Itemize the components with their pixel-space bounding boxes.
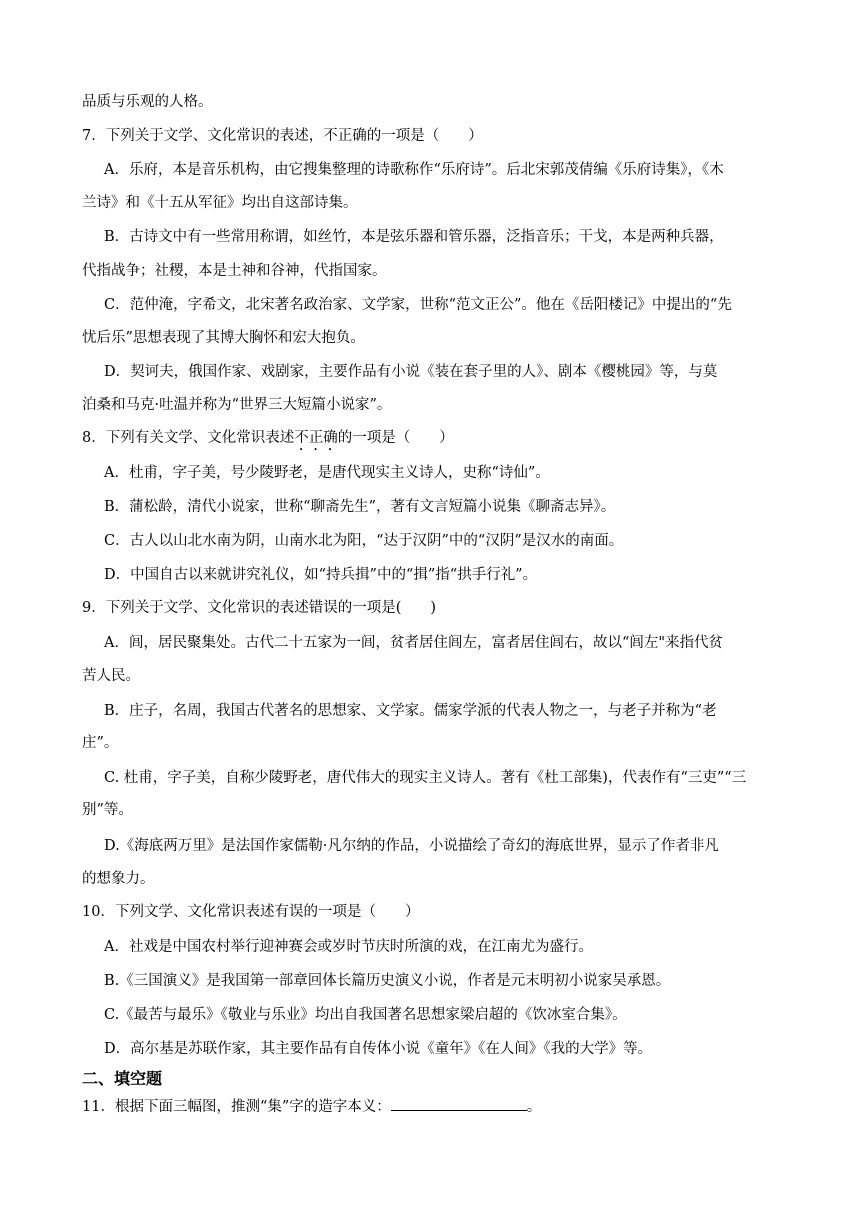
option-9d-cont: 的想象力。 [82, 871, 155, 887]
option-8a: A．杜甫，字子美，号少陵野老，是唐代现实主义诗人，史称“诗仙”。 [104, 465, 550, 481]
option-7a-cont: 兰诗》和《十五从军征》均出自这部诗集。 [82, 195, 358, 211]
option-7d-cont: 泊桑和马克·吐温并称为“世界三大短篇小说家”。 [82, 397, 392, 413]
option-8b: B．蒲松龄，清代小说家，世称“聊斋先生”，著有文言短篇小说集《聊斋志异》。 [104, 499, 616, 515]
option-7c: C．范仲淹，字希文，北宋著名政治家、文学家，世称“范文正公”。他在《岳阳楼记》中提出的“先 [104, 297, 732, 313]
option-9c-cont: 别”等。 [82, 802, 133, 818]
question-8-suffix: 的一项是（ ） [337, 430, 454, 446]
emphasis-not-correct: 不正确 [294, 430, 338, 446]
paragraph-line: 品质与乐观的人格。 [82, 94, 213, 110]
option-9d: D.《海底两万里》是法国作家儒勒·凡尔纳的作品，小说描绘了奇幻的海底世界，显示了作者非凡 [104, 838, 719, 854]
question-11-prefix: 11．根据下面三幅图，推测“集”字的造字本义： [82, 1099, 391, 1115]
option-9b-cont: 庄”。 [82, 735, 119, 751]
section-heading-fill-in: 二、填空题 [82, 1069, 163, 1088]
option-9a: A．闾，居民聚集处。古代二十五家为一闾，贫者居住闾左，富者居住闾右，故以“闾左"来指代贫 [104, 635, 724, 651]
option-10c: C.《最苦与最乐》《敬业与乐业》均出自我国著名思想家梁启超的《饮冰室合集》。 [104, 1007, 627, 1023]
option-9b: B．庄子，名周，我国古代著名的思想家、文学家。儒家学派的代表人物之一，与老子并称为“老 [104, 703, 717, 719]
option-10a: A．社戏是中国农村举行迎神赛会或岁时节庆时所演的戏，在江南尤为盛行。 [104, 939, 593, 955]
question-8 [82, 428, 454, 454]
option-10b: B.《三国演义》是我国第一部章回体长篇历史演义小说，作者是元末明初小说家吴承恩。 [104, 973, 671, 989]
option-7b-cont: 代指战争；社稷，本是土神和谷神，代指国家。 [82, 263, 387, 279]
question-9: 9．下列关于文学、文化常识的表述错误的一项是( ) [82, 600, 437, 616]
option-8d: D．中国自古以来就讲究礼仪，如“持兵揖”中的“揖”指“拱手行礼”。 [104, 567, 538, 583]
option-7d: D．契诃夫，俄国作家、戏剧家，主要作品有小说《装在套子里的人》、剧本《樱桃园》等，与莫 [104, 364, 718, 380]
option-7b: B．古诗文中有一些常用称谓，如丝竹，本是弦乐器和管乐器，泛指音乐；干戈，本是两种兵器， [104, 229, 724, 245]
option-7a: A．乐府，本是音乐机构，由它搜集整理的诗歌称作“乐府诗”。后北宋郭茂倩编《乐府诗集》，《木 [104, 162, 724, 178]
question-10: 10．下列文学、文化常识表述有误的一项是（ ） [82, 904, 420, 920]
option-10d: D．高尔基是苏联作家，其主要作品有自传体小说《童年》《在人间》《我的大学》等。 [104, 1041, 653, 1057]
option-8c: C．古人以山北水南为阴，山南水北为阳，“达于汉阴”中的“汉阴”是汉水的南面。 [104, 533, 624, 549]
question-11-suffix: 。 [526, 1099, 542, 1115]
option-7c-cont: 忧后乐”思想表现了其博大胸怀和宏大抱负。 [82, 330, 365, 346]
question-11 [82, 1096, 541, 1117]
question-8-prefix: 8．下列有关文学、文化常识表述 [82, 430, 295, 446]
question-7: 7．下列关于文学、文化常识的表述，不正确的一项是（ ） [82, 128, 483, 144]
option-9c: C. 杜甫，字子美，自称少陵野老，唐代伟大的现实主义诗人。著有《杜工部集)，代表作有“三吏”“三 [104, 770, 747, 786]
answer-blank[interactable] [391, 1096, 527, 1111]
option-9a-cont: 苦人民。 [82, 668, 140, 684]
